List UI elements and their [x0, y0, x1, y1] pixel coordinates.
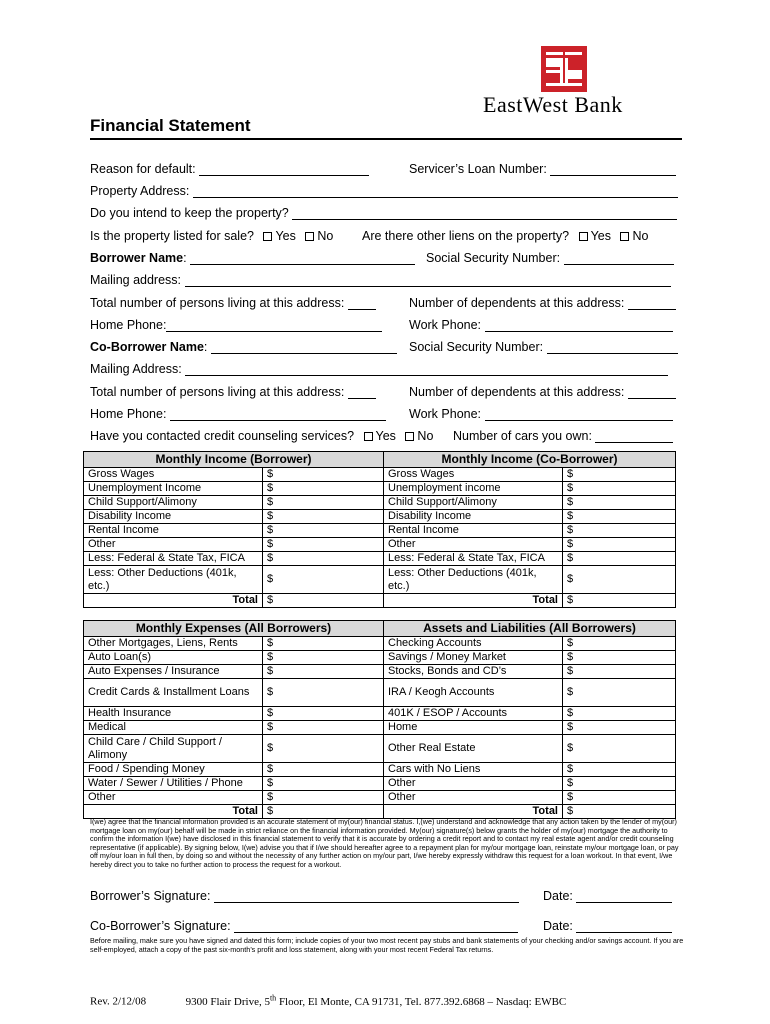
- servicer-loan-input[interactable]: [550, 162, 676, 176]
- coborrower-dependents-row: [409, 385, 676, 399]
- row-label: Disability Income: [84, 510, 263, 524]
- bank-logo-icon: [541, 46, 587, 92]
- table-row: [84, 735, 676, 763]
- row-label: Other: [384, 538, 563, 552]
- coborrower-home-phone-input[interactable]: [170, 407, 386, 421]
- mailing-instructions: Before mailing, make sure you have signed and dated this form; include copies of your two most recent pay stubs and bank statements of your checking and/or savings account. If you are self-employed, attach a copy of the past six-month’s profit and loss statement, along with your most recent Federal Tax returns.: [90, 936, 684, 954]
- total-amount[interactable]: $: [563, 805, 676, 819]
- row-label: Less: Federal & State Tax, FICA: [384, 552, 563, 566]
- liens-yes-label: Yes: [590, 229, 611, 243]
- amount-cell[interactable]: $: [563, 538, 676, 552]
- table-row: [84, 665, 676, 679]
- cars-owned-input[interactable]: [595, 429, 673, 443]
- amount-cell[interactable]: $: [563, 468, 676, 482]
- table-row: [84, 763, 676, 777]
- property-address-label: Property Address:: [90, 184, 190, 198]
- total-amount[interactable]: $: [263, 805, 384, 819]
- total-row: [84, 594, 676, 608]
- credit-counseling-label: Have you contacted credit counseling services?: [90, 429, 355, 443]
- row-label: Other: [384, 791, 563, 805]
- table-row: [84, 651, 676, 665]
- row-label: Child Support/Alimony: [384, 496, 563, 510]
- coborrower-signature-label: Co-Borrower’s Signature:: [90, 919, 231, 933]
- table-row: [84, 566, 676, 594]
- amount-cell[interactable]: $: [563, 566, 676, 594]
- table-row: [84, 524, 676, 538]
- amount-cell[interactable]: $: [563, 651, 676, 665]
- row-label: Medical: [84, 721, 263, 735]
- borrower-persons-row: [90, 296, 376, 314]
- expense-asset-table: [83, 620, 676, 819]
- borrower-ssn-input[interactable]: [564, 251, 674, 265]
- table-row: [84, 552, 676, 566]
- borrower-dependents-row: [409, 296, 676, 310]
- borrower-work-phone-row: [409, 318, 673, 332]
- borrower-signature-label: Borrower’s Signature:: [90, 889, 211, 903]
- amount-cell[interactable]: $: [263, 637, 384, 651]
- amount-cell[interactable]: $: [263, 735, 384, 763]
- borrower-mailing-row: [90, 273, 671, 291]
- amount-cell[interactable]: $: [263, 763, 384, 777]
- row-label: Rental Income: [84, 524, 263, 538]
- coborrower-home-phone-row: [90, 407, 386, 425]
- table-row: [84, 679, 676, 707]
- counseling-yes-checkbox[interactable]: [364, 432, 373, 441]
- amount-cell[interactable]: $: [263, 777, 384, 791]
- table-row: [84, 637, 676, 651]
- page-title: Financial Statement: [90, 116, 251, 135]
- listed-for-sale-label: Is the property listed for sale?: [90, 229, 254, 243]
- amount-cell[interactable]: $: [563, 637, 676, 651]
- row-label: Cars with No Liens: [384, 763, 563, 777]
- amount-cell[interactable]: $: [563, 496, 676, 510]
- amount-cell[interactable]: $: [263, 566, 384, 594]
- reason-default-input[interactable]: [199, 162, 369, 176]
- amount-cell[interactable]: $: [563, 721, 676, 735]
- coborrower-ssn-label: Social Security Number:: [409, 340, 544, 354]
- coborrower-dependents-label: Number of dependents at this address:: [409, 385, 625, 399]
- borrower-home-phone-row: [90, 318, 382, 336]
- amount-cell[interactable]: $: [563, 791, 676, 805]
- borrower-signature-input[interactable]: [214, 889, 519, 903]
- cars-owned-label: Number of cars you own:: [453, 429, 592, 443]
- borrower-home-phone-input[interactable]: [166, 318, 382, 332]
- amount-cell[interactable]: $: [263, 482, 384, 496]
- borrower-dependents-label: Number of dependents at this address:: [409, 296, 625, 310]
- amount-cell[interactable]: $: [263, 679, 384, 707]
- keep-property-input[interactable]: [292, 206, 677, 220]
- row-label: Unemployment income: [384, 482, 563, 496]
- total-label: Total: [84, 805, 263, 819]
- borrower-work-phone-label: Work Phone:: [409, 318, 482, 332]
- other-liens-label: Are there other liens on the property?: [362, 229, 570, 243]
- keep-property-row: [90, 206, 677, 224]
- coborrower-name-row: Co-Borrower Name:: [90, 340, 397, 358]
- amount-cell[interactable]: $: [263, 791, 384, 805]
- liens-yes-checkbox[interactable]: [579, 232, 588, 241]
- amount-cell[interactable]: $: [563, 735, 676, 763]
- row-label: Disability Income: [384, 510, 563, 524]
- borrower-ssn-row: [426, 251, 674, 265]
- coborrower-name-label: Co-Borrower Name: [90, 340, 204, 354]
- property-address-input[interactable]: [193, 184, 678, 198]
- row-label: Less: Other Deductions (401k, etc.): [384, 566, 563, 594]
- amount-cell[interactable]: $: [263, 552, 384, 566]
- borrower-persons-label: Total number of persons living at this address:: [90, 296, 345, 310]
- bank-address: 9300 Flair Drive, 5th Floor, El Monte, CA 91731, Tel. 877.392.6868 – Nasdaq: EWBC: [185, 993, 567, 1008]
- amount-cell[interactable]: $: [263, 665, 384, 679]
- total-amount[interactable]: $: [263, 594, 384, 608]
- table-row: [84, 777, 676, 791]
- reason-default-row: [90, 162, 369, 180]
- coborrower-persons-label: Total number of persons living at this address:: [90, 385, 345, 399]
- row-label: Savings / Money Market: [384, 651, 563, 665]
- total-label: Total: [384, 805, 563, 819]
- amount-cell[interactable]: $: [563, 510, 676, 524]
- borrower-work-phone-input[interactable]: [485, 318, 673, 332]
- row-label: 401K / ESOP / Accounts: [384, 707, 563, 721]
- row-label: Less: Federal & State Tax, FICA: [84, 552, 263, 566]
- amount-cell[interactable]: $: [263, 468, 384, 482]
- coborrower-mailing-input[interactable]: [185, 362, 668, 376]
- row-label: Stocks, Bonds and CD’s: [384, 665, 563, 679]
- table-row: [84, 468, 676, 482]
- coborrower-signature-input[interactable]: [234, 919, 518, 933]
- borrower-home-phone-label: Home Phone:: [90, 318, 167, 332]
- keep-property-label: Do you intend to keep the property?: [90, 206, 289, 220]
- counseling-no-checkbox[interactable]: [405, 432, 414, 441]
- row-label: Other Real Estate: [384, 735, 563, 763]
- table-row: [84, 707, 676, 721]
- coborrower-home-phone-label: Home Phone:: [90, 407, 167, 421]
- coborrower-date-input[interactable]: [576, 919, 672, 933]
- credit-counseling-row: [90, 429, 433, 447]
- table-row: [84, 538, 676, 552]
- borrower-ssn-label: Social Security Number:: [426, 251, 561, 265]
- title-divider: [90, 138, 682, 140]
- row-label: Home: [384, 721, 563, 735]
- row-label: Other: [84, 791, 263, 805]
- liens-no-checkbox[interactable]: [620, 232, 629, 241]
- other-liens-row: [362, 229, 648, 243]
- bank-name: EastWest Bank: [483, 92, 623, 117]
- total-label: Total: [384, 594, 563, 608]
- page-footer: [90, 993, 684, 1008]
- amount-cell[interactable]: $: [563, 679, 676, 707]
- table-row: [84, 510, 676, 524]
- total-label: Total: [84, 594, 263, 608]
- income-table: [83, 451, 676, 608]
- borrower-signature-row: [90, 889, 519, 907]
- borrower-name-input[interactable]: [190, 251, 415, 265]
- coborrower-mailing-label: Mailing Address:: [90, 362, 182, 376]
- borrower-mailing-label: Mailing address:: [90, 273, 182, 287]
- row-label: Less: Other Deductions (401k, etc.): [84, 566, 263, 594]
- amount-cell[interactable]: $: [563, 552, 676, 566]
- agreement-disclaimer: I(we) agree that the financial information provided is an accurate statement of my(our) financial status. I,(we) understand and acknowledge that any action taken by the lender of my(our) mortgage loan on my(our) behalf will be made in strict reliance on the financial information provided. My(our) signature(s) below grants the holder of my(our) mortgage the authority to confirm the information I(we) have disclosed in this financial statement to verify that it is accurate by ordering a credit report and to contact my real estate agent and/or credit counseling representative (if applicable). By signing below, I(we) advise you that if I/we should hereafter agree to a repayment plan for my/our mortgage loan, reinstate my/our mortgage loan, or pay off my/our loan in full then, by doing so and without the necessity of any further action on my/our part, I/we hereby expressly withdraw this request for a loan workout. In that event, I/we hereby direct you to take no further action to process the request for a workout.: [90, 817, 679, 869]
- borrower-date-label: Date:: [543, 889, 573, 903]
- income-borrower-header: Monthly Income (Borrower): [84, 452, 384, 468]
- row-label: Other Mortgages, Liens, Rents: [84, 637, 263, 651]
- borrower-mailing-input[interactable]: [185, 273, 671, 287]
- amount-cell[interactable]: $: [563, 777, 676, 791]
- assets-header: Assets and Liabilities (All Borrowers): [384, 621, 676, 637]
- cars-owned-row: [453, 429, 673, 443]
- amount-cell[interactable]: $: [563, 707, 676, 721]
- amount-cell[interactable]: $: [563, 763, 676, 777]
- row-label: Child Support/Alimony: [84, 496, 263, 510]
- borrower-persons-input[interactable]: [348, 296, 376, 310]
- counseling-no-label: No: [417, 429, 434, 443]
- sale-no-label: No: [317, 229, 334, 243]
- borrower-date-input[interactable]: [576, 889, 672, 903]
- row-label: Health Insurance: [84, 707, 263, 721]
- expenses-header: Monthly Expenses (All Borrowers): [84, 621, 384, 637]
- sale-yes-label: Yes: [275, 229, 296, 243]
- coborrower-work-phone-input[interactable]: [485, 407, 673, 421]
- servicer-loan-label: Servicer’s Loan Number:: [409, 162, 547, 176]
- liens-no-label: No: [632, 229, 649, 243]
- amount-cell[interactable]: $: [263, 496, 384, 510]
- row-label: Child Care / Child Support / Alimony: [84, 735, 263, 763]
- row-label: Checking Accounts: [384, 637, 563, 651]
- coborrower-persons-input[interactable]: [348, 385, 376, 399]
- coborrower-work-phone-row: [409, 407, 673, 421]
- coborrower-mailing-row: [90, 362, 668, 380]
- row-label: Food / Spending Money: [84, 763, 263, 777]
- table-row: [84, 721, 676, 735]
- counseling-yes-label: Yes: [375, 429, 396, 443]
- sale-yes-checkbox[interactable]: [263, 232, 272, 241]
- sale-no-checkbox[interactable]: [305, 232, 314, 241]
- coborrower-ssn-input[interactable]: [547, 340, 678, 354]
- property-address-row: [90, 184, 678, 202]
- row-label: Auto Loan(s): [84, 651, 263, 665]
- table-row: [84, 791, 676, 805]
- row-label: Other: [384, 777, 563, 791]
- reason-default-label: Reason for default:: [90, 162, 196, 176]
- amount-cell[interactable]: $: [263, 510, 384, 524]
- row-label: Gross Wages: [384, 468, 563, 482]
- amount-cell[interactable]: $: [563, 524, 676, 538]
- table-row: [84, 482, 676, 496]
- servicer-loan-row: [409, 162, 676, 176]
- revision-date: Rev. 2/12/08: [90, 995, 147, 1008]
- borrower-name-row: Borrower Name:: [90, 251, 415, 269]
- amount-cell[interactable]: $: [263, 651, 384, 665]
- borrower-date-row: [543, 889, 672, 903]
- coborrower-name-input[interactable]: [211, 340, 397, 354]
- row-label: Rental Income: [384, 524, 563, 538]
- row-label: IRA / Keogh Accounts: [384, 679, 563, 707]
- coborrower-ssn-row: [409, 340, 678, 354]
- row-label: Water / Sewer / Utilities / Phone: [84, 777, 263, 791]
- total-amount[interactable]: $: [563, 594, 676, 608]
- coborrower-date-label: Date:: [543, 919, 573, 933]
- borrower-dependents-input[interactable]: [628, 296, 676, 310]
- row-label: Unemployment Income: [84, 482, 263, 496]
- amount-cell[interactable]: $: [263, 538, 384, 552]
- income-coborrower-header: Monthly Income (Co-Borrower): [384, 452, 676, 468]
- coborrower-dependents-input[interactable]: [628, 385, 676, 399]
- row-label: Credit Cards & Installment Loans: [84, 679, 263, 707]
- table-row: [84, 496, 676, 510]
- amount-cell[interactable]: $: [263, 524, 384, 538]
- coborrower-signature-row: [90, 919, 518, 937]
- row-label: Gross Wages: [84, 468, 263, 482]
- amount-cell[interactable]: $: [263, 707, 384, 721]
- row-label: Auto Expenses / Insurance: [84, 665, 263, 679]
- row-label: Other: [84, 538, 263, 552]
- coborrower-date-row: [543, 919, 672, 933]
- amount-cell[interactable]: $: [563, 665, 676, 679]
- borrower-name-label: Borrower Name: [90, 251, 184, 265]
- amount-cell[interactable]: $: [263, 721, 384, 735]
- listed-for-sale-row: [90, 229, 333, 247]
- coborrower-persons-row: [90, 385, 376, 403]
- coborrower-work-phone-label: Work Phone:: [409, 407, 482, 421]
- amount-cell[interactable]: $: [563, 482, 676, 496]
